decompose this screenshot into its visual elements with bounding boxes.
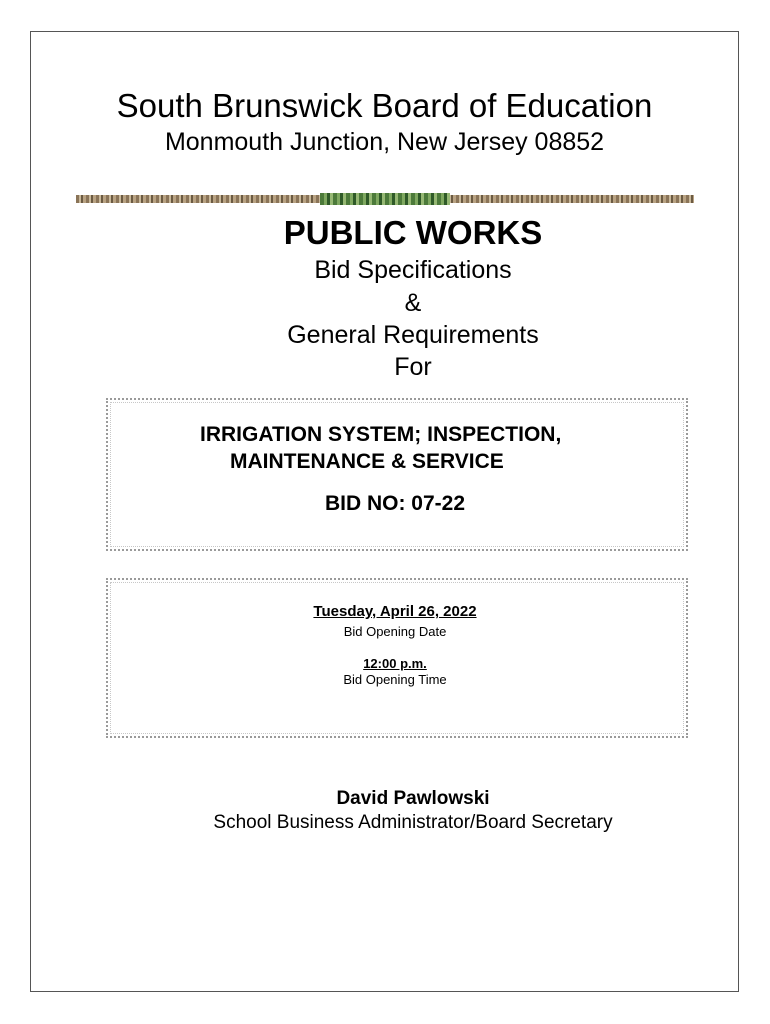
bid-number: BID NO: 07-22 [324, 492, 466, 515]
organization-name: South Brunswick Board of Education [116, 87, 653, 124]
bid-opening-date-label: Bid Opening Date [343, 624, 447, 639]
bid-opening-date [30, 602, 760, 622]
contact-name: David Pawlowski [336, 788, 490, 809]
bid-opening-time-label: Bid Opening Time [343, 672, 447, 687]
organization-location: Monmouth Junction, New Jersey 08852 [164, 128, 605, 156]
project-name-line2: MAINTENANCE & SERVICE [230, 450, 504, 473]
subtitle-ampersand: & [404, 289, 422, 317]
project-name-line1: IRRIGATION SYSTEM; INSPECTION, [200, 423, 562, 446]
contact-title: School Business Administrator/Board Secretary [213, 812, 613, 833]
subtitle-bid-specifications: Bid Specifications [314, 256, 512, 284]
subtitle-general-requirements: General Requirements [287, 321, 539, 349]
decorative-divider [76, 195, 694, 203]
document-title: PUBLIC WORKS [283, 214, 543, 251]
leaf-decoration [320, 193, 450, 205]
subtitle-for: For [394, 353, 432, 381]
bid-opening-date-value: Tuesday, April 26, 2022 [313, 603, 477, 620]
bid-opening-time: 12:00 p.m. [363, 656, 427, 671]
